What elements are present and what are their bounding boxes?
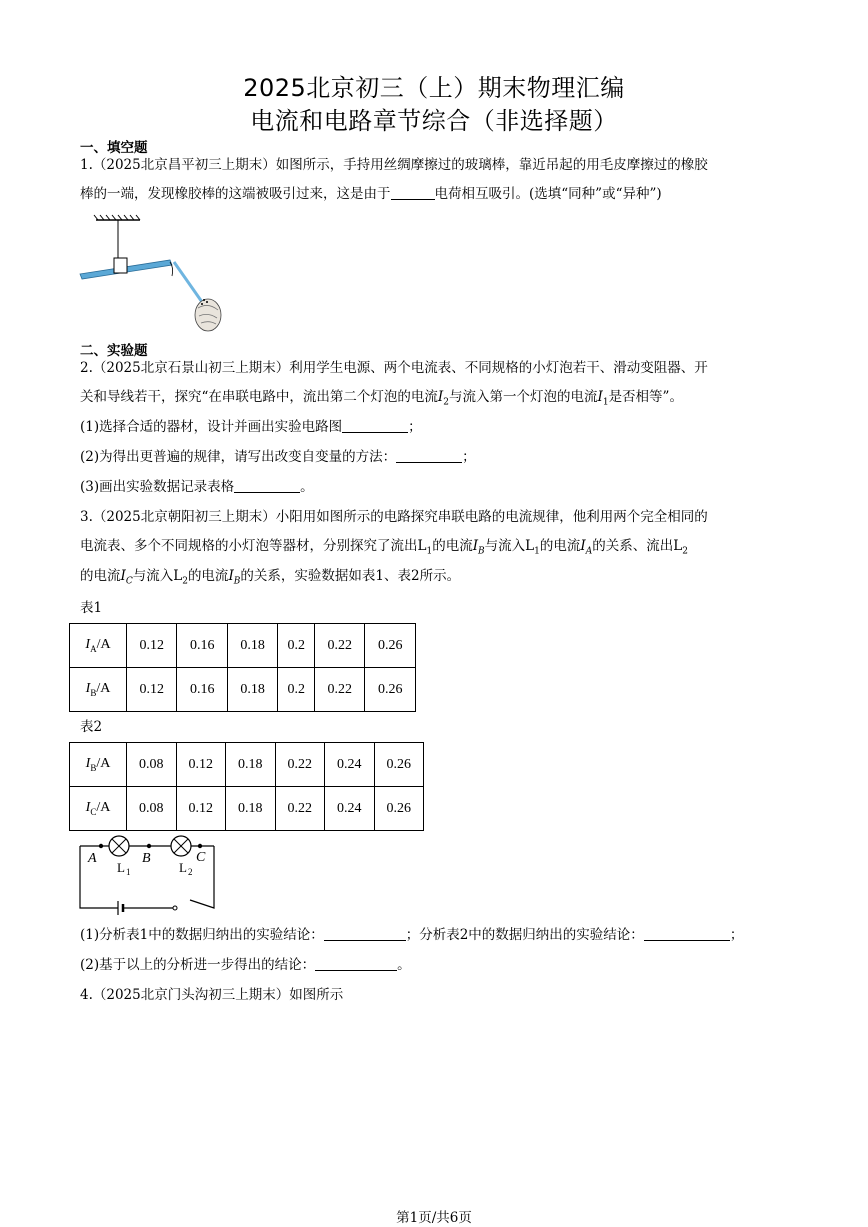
q3-part2: (2)基于以上的分析进一步得出的结论： 。 (80, 957, 411, 973)
table-cell: 0.18 (226, 743, 276, 787)
table-cell: 0.22 (315, 624, 365, 668)
svg-text:2: 2 (188, 867, 193, 877)
row-header-cell: $I_C/A$ (70, 787, 127, 831)
table-cell: 0.16 (177, 668, 227, 712)
q3-line2: 电流表、多个不同规格的小灯泡等器材，分别探究了流出$L_1$的电流$I_B$与流入$L_1$的电流$I_A$的关系、流出$L_2$ (80, 538, 688, 557)
section-heading-fill-blank: 一、填空题 (80, 140, 148, 156)
data-table-2 (69, 742, 424, 831)
table-cell: 0.18 (227, 624, 277, 668)
table-cell: 0.24 (325, 743, 375, 787)
table-cell: 0.2 (278, 624, 315, 668)
lamp-l2-label: L (179, 860, 187, 875)
document-title-line1: 2025北京初三（上）期末物理汇编 (243, 74, 625, 102)
q2-part2: (2)为得出更普遍的规律，请写出改变自变量的方法： ； (80, 449, 476, 465)
table-cell: 0.08 (127, 743, 177, 787)
table-cell: 0.22 (315, 668, 365, 712)
table-cell: 0.12 (176, 787, 226, 831)
table-cell: 0.16 (177, 624, 227, 668)
table-cell: 0.2 (278, 668, 315, 712)
q2-part1-blank[interactable] (342, 419, 408, 433)
table-cell: 0.26 (374, 787, 424, 831)
q1-line2: 棒的一端，发现橡胶棒的这端被吸引过来，这是由于 电荷相互吸引。(选填“同种”或“异种”) (80, 186, 662, 202)
table1-label: 表1 (80, 600, 103, 616)
q3-line1: 3.（2025北京朝阳初三上期末）小阳用如图所示的电路探究串联电路的电流规律，他利用两个完全相同的 (80, 509, 708, 525)
q3-part2-blank[interactable] (315, 957, 397, 971)
q2-part1: (1)选择合适的器材，设计并画出实验电路图 ； (80, 419, 422, 435)
q2-part3: (3)画出实验数据记录表格 。 (80, 479, 314, 495)
point-c-label: C (196, 850, 206, 865)
table-cell: 0.22 (275, 787, 325, 831)
table-cell: 0.22 (275, 743, 325, 787)
table-cell: 0.12 (127, 668, 177, 712)
q3-part1-blank-a[interactable] (324, 927, 406, 941)
table-cell: 0.18 (226, 787, 276, 831)
q1-answer-blank[interactable] (391, 186, 435, 200)
series-circuit-diagram (78, 832, 228, 916)
table-cell: 0.26 (365, 668, 416, 712)
q4-line1: 4.（2025北京门头沟初三上期末）如图所示 (80, 987, 344, 1003)
q2-line2: 关和导线若干，探究“在串联电路中，流出第二个灯泡的电流$I_2$与流入第一个灯泡的电流$I_1$是否相等”。 (80, 389, 683, 408)
q2-line1: 2.（2025北京石景山初三上期末）利用学生电源、两个电流表、不同规格的小灯泡若干、滑动变阻器、开 (80, 360, 708, 376)
svg-text:1: 1 (126, 867, 131, 877)
page-number-footer: 第1页/共6页 (396, 1210, 472, 1226)
data-table-1 (69, 623, 416, 712)
table-cell: 0.26 (374, 743, 424, 787)
q3-part1-blank-b[interactable] (644, 927, 730, 941)
table-cell: 0.26 (365, 624, 416, 668)
row-header-cell: $I_B/A$ (70, 743, 127, 787)
q2-part2-blank[interactable] (396, 449, 462, 463)
point-a-label: A (88, 851, 97, 866)
q1-rod-figure (78, 212, 238, 337)
table-cell: 0.08 (127, 787, 177, 831)
row-header-cell: $I_B/A$ (70, 668, 127, 712)
q3-line3: 的电流$I_C$与流入$L_2$的电流$I_B$的关系，实验数据如表1、表2所示。 (80, 568, 461, 587)
table-cell: 0.12 (176, 743, 226, 787)
table1-row (70, 624, 416, 668)
q2-part3-blank[interactable] (234, 479, 300, 493)
table-cell: 0.18 (227, 668, 277, 712)
document-title-line2: 电流和电路章节综合（非选择题） (250, 107, 618, 135)
section-heading-experiment: 二、实验题 (80, 343, 148, 359)
point-b-label: B (142, 851, 151, 866)
table2-row (70, 743, 424, 787)
row-header-cell: $I_A/A$ (70, 624, 127, 668)
lamp-l1-label: L (117, 860, 125, 875)
table2-label: 表2 (80, 719, 103, 735)
table2-row (70, 787, 424, 831)
table1-row (70, 668, 416, 712)
table-cell: 0.24 (325, 787, 375, 831)
table-cell: 0.12 (127, 624, 177, 668)
q1-line1: 1.（2025北京昌平初三上期末）如图所示，手持用丝绸摩擦过的玻璃棒，靠近吊起的用毛皮摩擦过的橡胶 (80, 157, 708, 173)
q3-part1: (1)分析表1中的数据归纳出的实验结论： ；分析表2中的数据归纳出的实验结论： ； (80, 927, 744, 943)
